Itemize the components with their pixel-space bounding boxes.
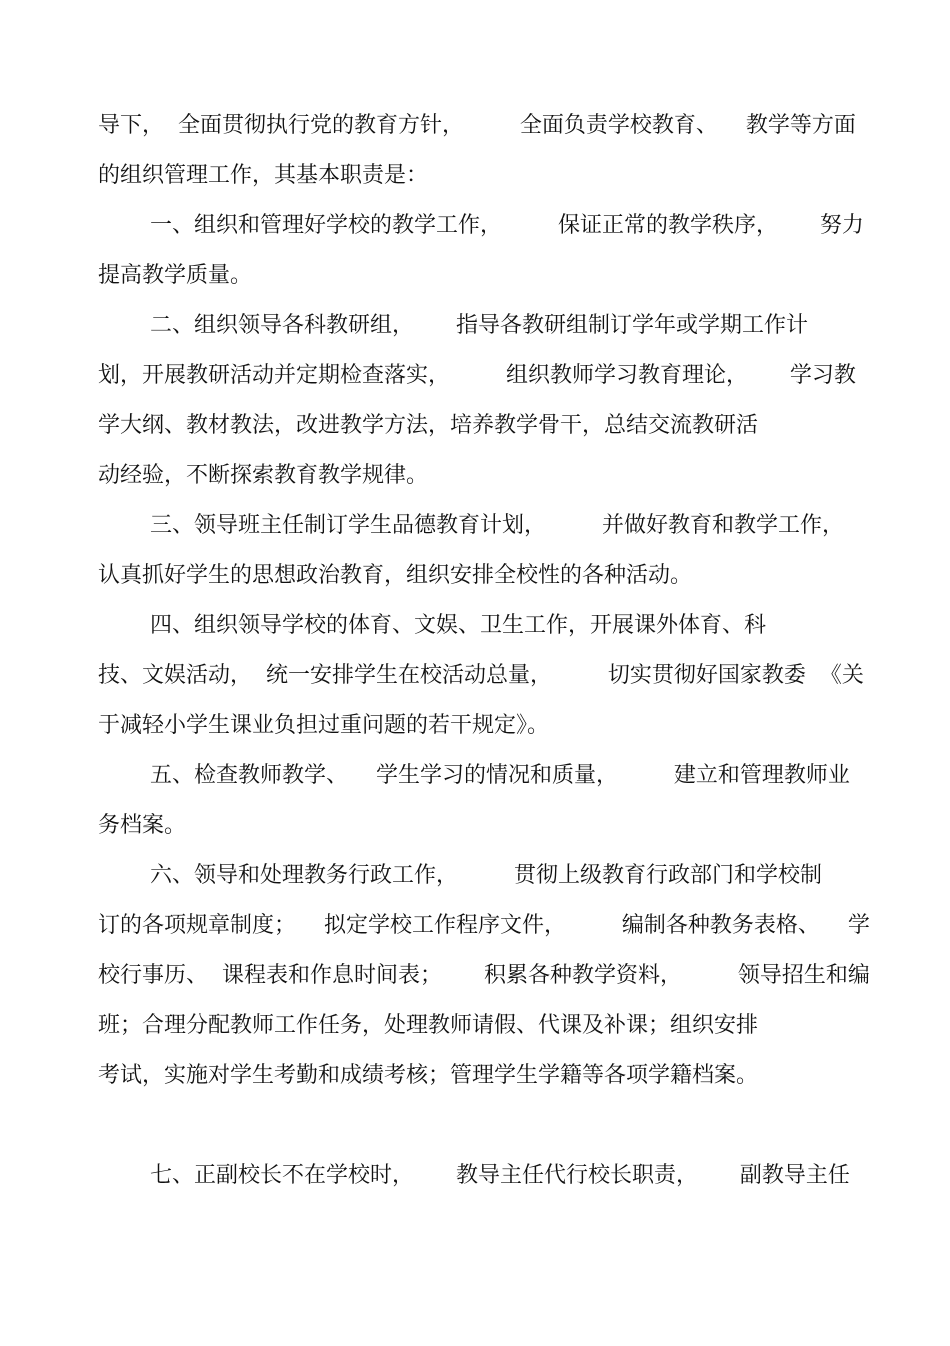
text-line: 的组织管理工作，其基本职责是：	[98, 163, 429, 188]
text-line: 务档案。	[98, 813, 187, 838]
text-line: 六、领导和处理教务行政工作， 贯彻上级教育行政部门和学校制	[150, 863, 822, 888]
text-line: 一、组织和管理好学校的教学工作， 保证正常的教学秩序， 努力	[150, 213, 864, 238]
text-line: 划，开展教研活动并定期检查落实， 组织教师学习教育理论， 学习教	[98, 363, 856, 388]
text-line: 三、领导班主任制订学生品德教育计划， 并做好教育和教学工作，	[150, 513, 844, 538]
text-line: 七、正副校长不在学校时， 教导主任代行校长职责， 副教导主任	[150, 1163, 850, 1188]
text-line: 校行事历、 课程表和作息时间表； 积累各种教学资料， 领导招生和编	[98, 963, 870, 988]
text-line: 认真抓好学生的思想政治教育，组织安排全校性的各种活动。	[98, 563, 693, 588]
text-line: 导下， 全面贯彻执行党的教育方针， 全面负责学校教育、 教学等方面	[98, 113, 856, 138]
text-line: 二、组织领导各科教研组， 指导各教研组制订学年或学期工作计	[150, 313, 808, 338]
text-line: 四、组织领导学校的体育、文娱、卫生工作，开展课外体育、科	[150, 613, 767, 638]
text-line: 订的各项规章制度； 拟定学校工作程序文件， 编制各种教务表格、 学	[98, 913, 870, 938]
text-line: 提高教学质量。	[98, 263, 253, 288]
text-line: 于减轻小学生课业负担过重问题的若干规定》。	[98, 713, 550, 738]
text-line: 技、文娱活动， 统一安排学生在校活动总量， 切实贯彻好国家教委 《关	[98, 663, 864, 688]
text-line: 学大纲、教材教法，改进教学方法，培养教学骨干，总结交流教研活	[98, 413, 759, 438]
text-line: 动经验，不断探索教育教学规律。	[98, 463, 429, 488]
text-line: 班；合理分配教师工作任务，处理教师请假、代课及补课；组织安排	[98, 1013, 759, 1038]
text-line: 五、检查教师教学、 学生学习的情况和质量， 建立和管理教师业	[150, 763, 850, 788]
text-line: 考试，实施对学生考勤和成绩考核；管理学生学籍等各项学籍档案。	[98, 1063, 759, 1088]
